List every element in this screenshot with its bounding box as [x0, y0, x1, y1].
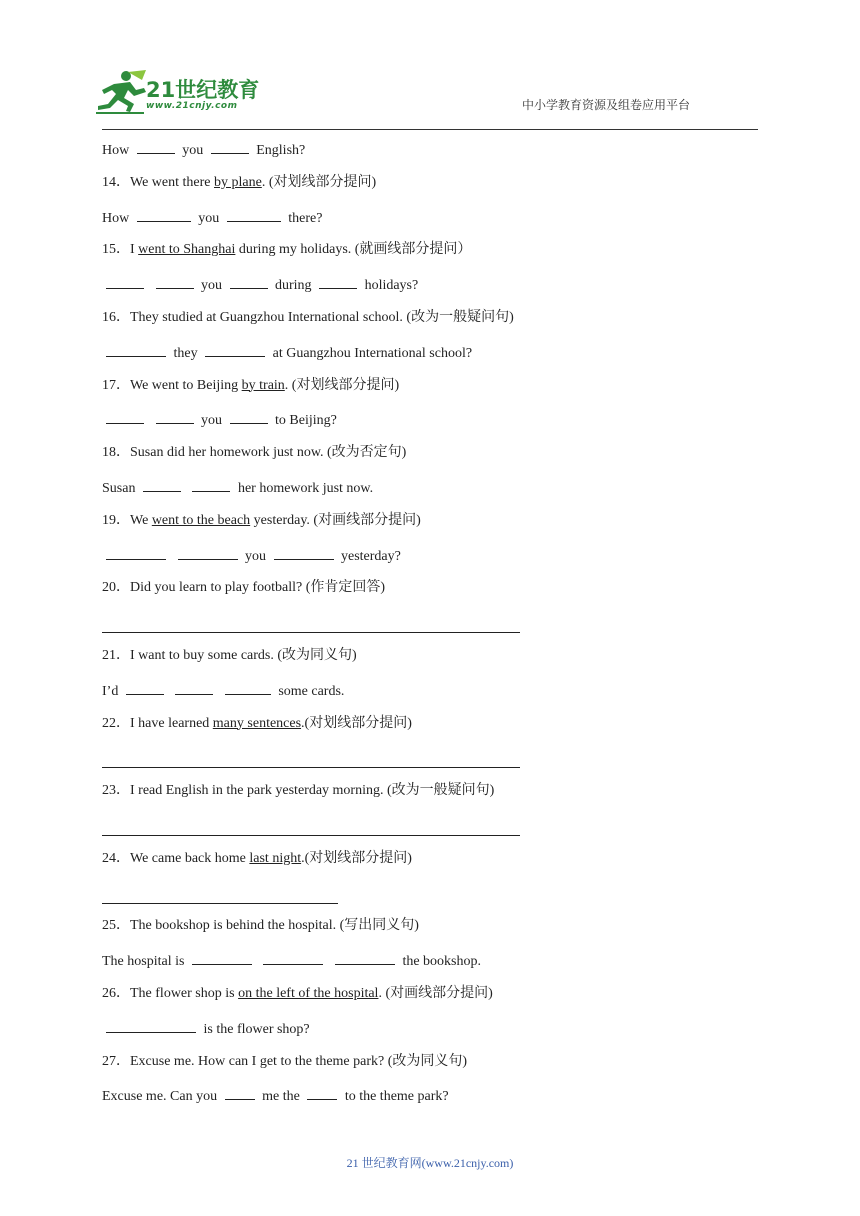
text-segment: you — [194, 210, 223, 226]
exercise-line — [102, 308, 762, 342]
text-segment: 17．We went to Beijing — [102, 377, 242, 393]
text-segment: I’d — [102, 683, 122, 699]
text-segment: to the theme park? — [341, 1089, 449, 1105]
text-segment: they — [170, 345, 202, 361]
text-segment: holidays? — [361, 278, 419, 294]
text-segment: 15．I — [102, 242, 139, 258]
text-segment: 26．The flower shop is — [102, 985, 239, 1001]
answer-line-row — [102, 747, 762, 781]
text-segment: How — [102, 143, 133, 158]
fill-in-blank[interactable] — [156, 274, 194, 289]
exercise-line — [102, 646, 762, 680]
exercise-line — [102, 680, 762, 714]
fill-in-blank[interactable] — [106, 342, 166, 357]
fill-in-blank[interactable] — [274, 545, 334, 560]
text-segment — [170, 549, 174, 564]
text-segment: . (对划线部分提问) — [261, 174, 377, 190]
text-segment: you — [197, 413, 226, 429]
exercise-line — [102, 950, 762, 984]
exercise-line — [102, 173, 762, 207]
fill-in-blank[interactable] — [126, 680, 164, 695]
fill-in-blank[interactable] — [227, 207, 281, 222]
underlined-text: on the left of the hospital — [238, 985, 379, 1001]
fill-in-blank[interactable] — [192, 950, 252, 965]
exercise-line — [102, 849, 762, 883]
exercise-line — [102, 443, 762, 477]
text-segment: is the flower shop? — [200, 1021, 310, 1037]
text-segment: to Beijing? — [271, 413, 337, 429]
text-segment: you — [241, 548, 270, 564]
text-segment: 27．Excuse me. How can I get to the theme park? (改为同义句) — [102, 1053, 468, 1069]
fill-in-blank[interactable] — [106, 409, 144, 424]
logo-url: www.21cnjy.com — [146, 101, 238, 111]
fill-in-blank[interactable] — [178, 545, 238, 560]
exercise-line — [102, 376, 762, 410]
exercise-line — [102, 240, 762, 274]
fill-in-blank[interactable] — [137, 139, 175, 154]
text-segment: 16．They studied at Guangzhou International school. (改为一般疑问句) — [102, 309, 514, 325]
text-segment: 23．I read English in the park yesterday morning. (改为一般疑问句) — [102, 783, 495, 799]
text-segment: 20．Did you learn to play football? (作肯定回答) — [102, 580, 386, 596]
exercise-line — [102, 545, 762, 579]
text-segment: How — [102, 210, 133, 226]
fill-in-blank[interactable] — [230, 274, 268, 289]
exercise-line — [102, 916, 762, 950]
underlined-text: last night — [249, 850, 302, 866]
fill-in-blank[interactable] — [106, 274, 144, 289]
exercise-line — [102, 1052, 762, 1086]
text-segment: . (对画线部分提问) — [378, 985, 493, 1001]
fill-in-blank[interactable] — [137, 207, 191, 222]
underlined-text: went to Shanghai — [138, 242, 236, 258]
logo-text: 21世纪教育 — [146, 78, 260, 102]
exercise-line — [102, 1085, 762, 1119]
text-segment: me the — [258, 1089, 304, 1105]
answer-line-row — [102, 815, 762, 849]
exercise-line — [102, 139, 762, 173]
text-segment: 25．The bookshop is behind the hospital. (写出同义句) — [102, 918, 419, 934]
text-segment: Excuse me. Can you — [102, 1089, 221, 1105]
text-segment — [148, 413, 152, 428]
text-segment — [217, 684, 221, 699]
text-segment: at Guangzhou International school? — [269, 345, 473, 361]
exercise-line — [102, 207, 762, 241]
page-footer: 21 世纪教育网(www.21cnjy.com) — [346, 1156, 514, 1170]
exercise-list — [102, 139, 762, 1119]
text-segment: 24．We came back home — [102, 850, 250, 866]
text-segment: 21．I want to buy some cards. (改为同义句) — [102, 647, 357, 663]
exercise-line — [102, 1018, 762, 1052]
fill-in-blank[interactable] — [192, 477, 230, 492]
text-segment: during my holidays. (就画线部分提问） — [235, 242, 472, 258]
text-segment — [168, 684, 172, 699]
exercise-line — [102, 714, 762, 748]
fill-in-blank[interactable] — [106, 1018, 196, 1033]
answer-blank[interactable] — [102, 747, 520, 768]
fill-in-blank[interactable] — [106, 545, 166, 560]
underlined-text: by train — [241, 377, 285, 393]
text-segment: during — [271, 278, 316, 294]
text-segment: yesterday. (对画线部分提问) — [250, 512, 421, 528]
exercise-line — [102, 578, 762, 612]
text-segment: 18．Susan did her homework just now. (改为否定句) — [102, 445, 407, 461]
answer-blank[interactable] — [102, 883, 338, 904]
exercise-line — [102, 781, 762, 815]
text-segment: yesterday? — [337, 548, 401, 564]
text-segment — [256, 954, 260, 969]
fill-in-blank[interactable] — [225, 680, 271, 695]
text-segment — [327, 954, 331, 969]
platform-title: 中小学教育资源及组卷应用平台 — [522, 98, 691, 112]
answer-line-row — [102, 883, 762, 917]
text-segment: 22．I have learned — [102, 715, 213, 731]
text-segment: Susan — [102, 480, 139, 496]
underlined-text: many sentences — [212, 715, 302, 731]
answer-blank[interactable] — [102, 815, 520, 836]
underlined-text: went to the beach — [151, 512, 251, 528]
header-divider — [102, 129, 758, 130]
fill-in-blank[interactable] — [175, 680, 213, 695]
page-header — [0, 0, 860, 132]
exercise-line — [102, 409, 762, 443]
text-segment: you — [178, 143, 207, 158]
text-segment — [148, 278, 152, 293]
exercise-line — [102, 984, 762, 1018]
text-segment: .(对划线部分提问) — [301, 715, 412, 731]
exercise-line — [102, 274, 762, 308]
text-segment: English? — [252, 143, 306, 158]
fill-in-blank[interactable] — [225, 1085, 255, 1100]
answer-blank[interactable] — [102, 612, 520, 633]
answer-line-row — [102, 612, 762, 646]
fill-in-blank[interactable] — [307, 1085, 337, 1100]
text-segment: you — [197, 278, 226, 294]
fill-in-blank[interactable] — [230, 409, 268, 424]
fill-in-blank[interactable] — [335, 950, 395, 965]
text-segment: 19．We — [102, 512, 152, 528]
text-segment: some cards. — [274, 683, 345, 699]
fill-in-blank[interactable] — [263, 950, 323, 965]
exercise-line — [102, 342, 762, 376]
exercise-line — [102, 477, 762, 511]
text-segment: The hospital is — [102, 954, 188, 970]
text-segment — [185, 481, 189, 496]
fill-in-blank[interactable] — [143, 477, 181, 492]
text-segment: .(对划线部分提问) — [301, 850, 412, 866]
fill-in-blank[interactable] — [211, 139, 249, 154]
exercise-line — [102, 511, 762, 545]
text-segment: . (对划线部分提问) — [284, 377, 400, 393]
fill-in-blank[interactable] — [156, 409, 194, 424]
text-segment: her homework just now. — [234, 480, 374, 496]
fill-in-blank[interactable] — [205, 342, 265, 357]
text-segment: the bookshop. — [398, 954, 481, 970]
text-segment: there? — [284, 210, 323, 226]
fill-in-blank[interactable] — [319, 274, 357, 289]
underlined-text: by plane — [214, 174, 262, 190]
text-segment: 14．We went there — [102, 174, 214, 190]
